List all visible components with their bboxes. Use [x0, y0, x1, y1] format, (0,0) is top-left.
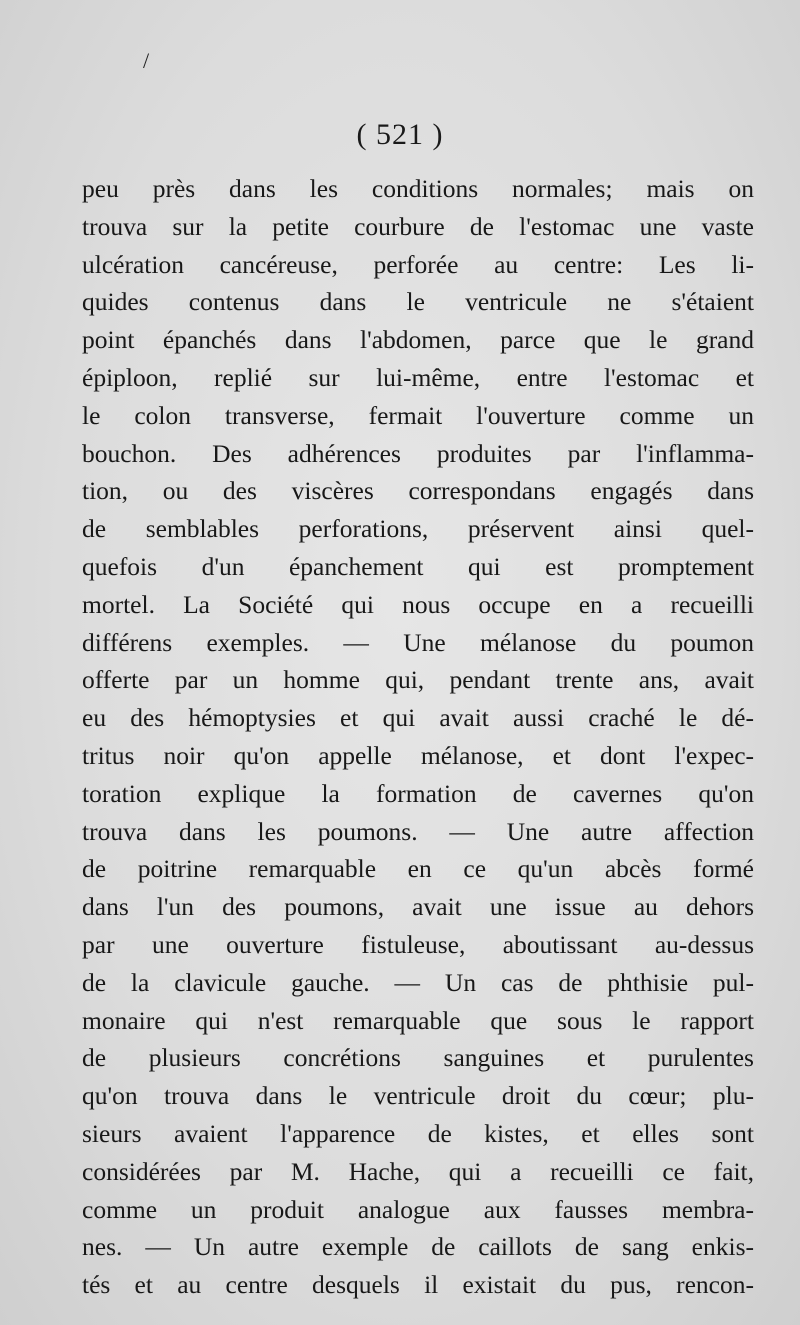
text-line: de semblables perforations, préservent ainsi quel-: [82, 514, 754, 544]
text-line: considérées par M. Hache, qui a recueilli ce fait,: [82, 1156, 754, 1186]
text-line: peu près dans les conditions normales; mais on: [82, 174, 754, 203]
text-line: point épanchés dans l'abdomen, parce que le grand: [82, 325, 754, 355]
text-line: mortel. La Société qui nous occupe en a recueilli: [82, 589, 754, 619]
text-line: tritus noir qu'on appelle mélanose, et dont l'expec-: [82, 740, 754, 770]
text-line: monaire qui n'est remarquable que sous le rapport: [82, 1005, 754, 1035]
text-line: quides contenus dans le ventricule ne s'étaient: [82, 287, 754, 317]
text-line: comme un produit analogue aux fausses membra-: [82, 1194, 754, 1224]
text-line: tés et au centre desquels il existait du pus, rencon-: [82, 1270, 754, 1300]
text-line: trouva dans les poumons. — Une autre affection: [82, 816, 754, 846]
text-line: trouva sur la petite courbure de l'estomac une vaste: [82, 211, 754, 241]
text-line: de plusieurs concrétions sanguines et purulentes: [82, 1043, 754, 1073]
text-line: sieurs avaient l'apparence de kistes, et elles sont: [82, 1118, 754, 1148]
text-line: le colon transverse, fermait l'ouverture comme un: [82, 400, 754, 430]
text-line: bouchon. Des adhérences produites par l'inflamma-: [82, 438, 754, 468]
text-line: ulcération cancéreuse, perforée au centre: Les li-: [82, 249, 754, 279]
text-line: toration explique la formation de cavernes qu'on: [82, 778, 754, 808]
body-text: [82, 170, 754, 1304]
text-line: qu'on trouva dans le ventricule droit du cœur; plu-: [82, 1081, 754, 1111]
text-line: offerte par un homme qui, pendant trente ans, avait: [82, 665, 754, 695]
page-number: ( 521 ): [356, 118, 444, 151]
text-line: nes. — Un autre exemple de caillots de sang enkis-: [82, 1232, 754, 1262]
text-line: de la clavicule gauche. — Un cas de phthisie pul-: [82, 967, 754, 997]
text-line: différens exemples. — Une mélanose du poumon: [82, 627, 754, 657]
text-line: dans l'un des poumons, avait une issue au dehors: [82, 892, 754, 922]
text-line: épiploon, replié sur lui-même, entre l'estomac et: [82, 362, 754, 392]
text-line: tion, ou des viscères correspondans engagés dans: [82, 476, 754, 506]
margin-mark: /: [143, 48, 150, 73]
text-line: quefois d'un épanchement qui est promptement: [82, 551, 754, 581]
text-line: eu des hémoptysies et qui avait aussi craché le dé-: [82, 703, 754, 733]
text-line: de poitrine remarquable en ce qu'un abcès formé: [82, 854, 754, 884]
text-line: par une ouverture fistuleuse, aboutissant au-dessus: [82, 929, 754, 959]
